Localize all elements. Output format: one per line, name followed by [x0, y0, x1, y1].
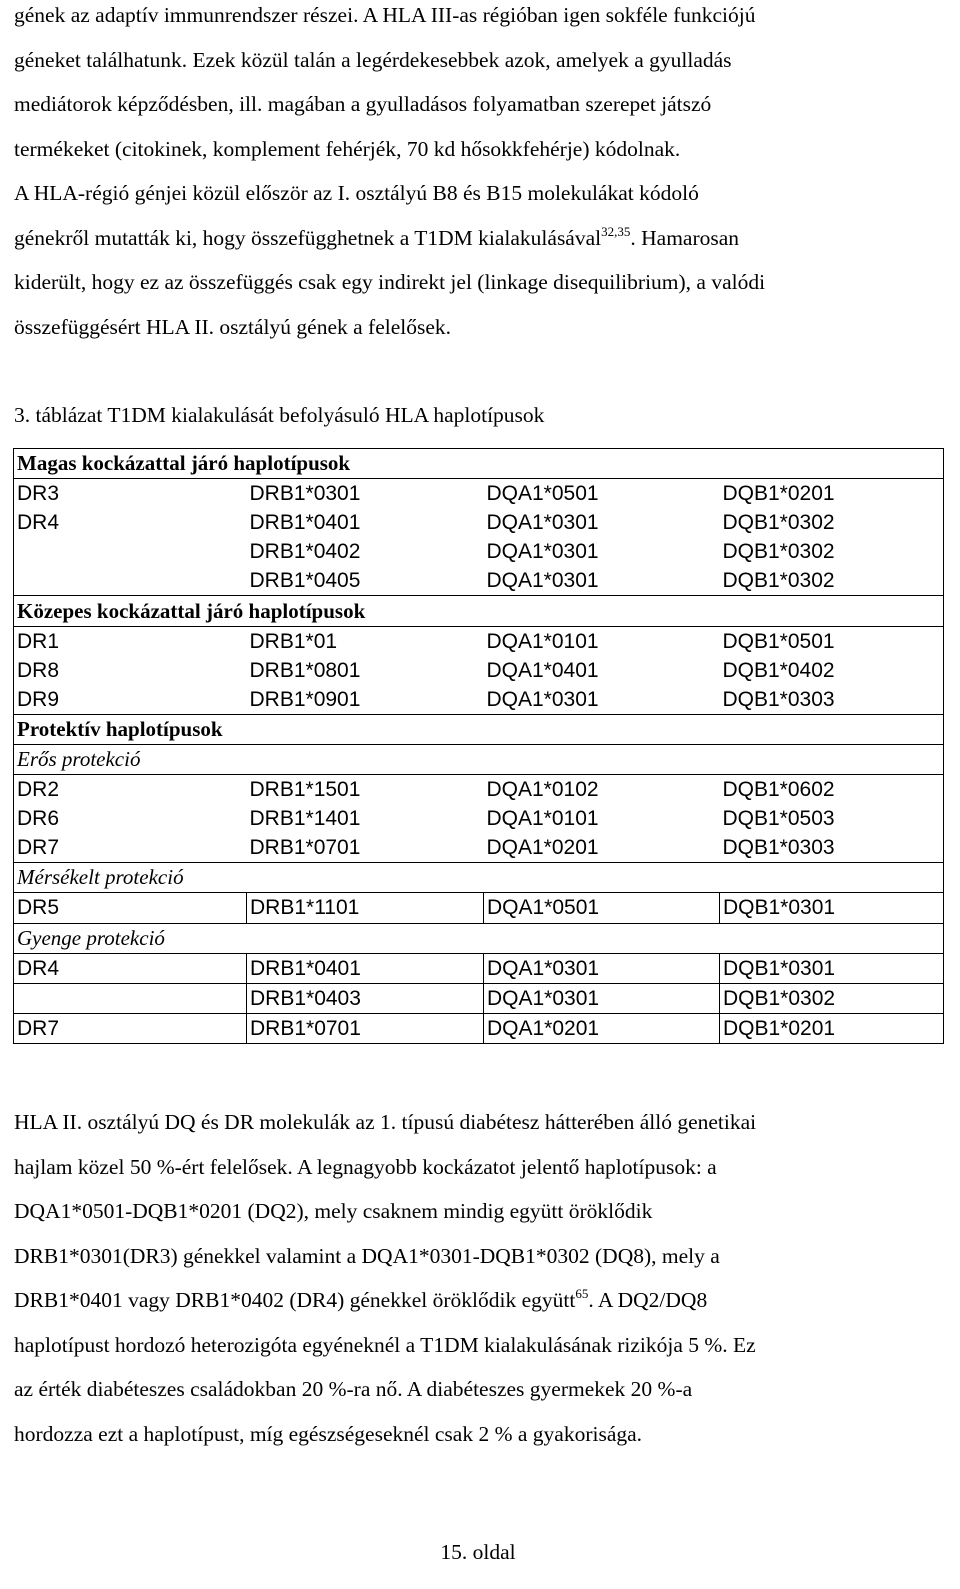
- dr-cell: DR6: [14, 804, 247, 833]
- dr-cell: DR7: [14, 833, 247, 863]
- dr-cell: [14, 566, 247, 596]
- text-line: termékeket (citokinek, komplement fehérjék, 70 kd hősokkfehérje) kódolnak.: [14, 136, 681, 161]
- dqb1-cell: DQB1*0402: [720, 656, 944, 685]
- text-line: hajlam közel 50 %-ért felelősek. A legnagyobb kockázatot jelentő haplotípusok: a: [14, 1154, 717, 1179]
- dr-cell: DR9: [14, 685, 247, 715]
- dqb1-cell: DQB1*0302: [720, 537, 944, 566]
- text-line-with-citation: [14, 1278, 942, 1323]
- dqa1-cell: DQA1*0301: [484, 685, 720, 715]
- dqa1-cell: DQA1*0301: [486, 511, 599, 535]
- dqb1-cell: DQB1*0602: [720, 775, 944, 805]
- drb1-cell: DRB1*1401: [249, 807, 361, 831]
- table-row: [14, 479, 944, 509]
- dr-cell: [14, 537, 247, 566]
- drb1-cell: DRB1*0405: [247, 566, 484, 596]
- text-line: kiderült, hogy ez az összefüggés csak egy indirekt jel (linkage disequilibrium), a valódi: [14, 270, 766, 294]
- drb1-cell: DRB1*0901: [247, 685, 484, 715]
- dqb1-cell: DQB1*0303: [720, 685, 944, 715]
- drb1-cell: DRB1*0701: [247, 833, 484, 863]
- drb1-cell: DRB1*01: [247, 626, 484, 656]
- text-span: génekről mutatták ki, hogy összefügghetnek a T1DM kialakulásával: [14, 225, 602, 250]
- table-row: [14, 775, 944, 805]
- outro-paragraph: [14, 1100, 942, 1456]
- table-row: [14, 685, 944, 715]
- dr-cell: DR3: [14, 479, 247, 509]
- table-row: [14, 804, 944, 833]
- drb1-cell: DRB1*0402: [249, 540, 361, 564]
- table-row: [14, 983, 944, 1013]
- drb1-cell: DRB1*0701: [247, 1013, 484, 1043]
- text-line: mediátorok képződésben, ill. magában a gyulladásos folyamatban szerepet játszó: [14, 92, 712, 116]
- text-span: DRB1*0401 vagy DRB1*0402 (DR4) génekkel öröklődik együtt: [14, 1288, 576, 1312]
- drb1-cell: DRB1*0301: [247, 479, 484, 509]
- table-row: [14, 626, 944, 656]
- table-body: [14, 449, 944, 1044]
- dqb1-cell: DQB1*0302: [720, 566, 944, 596]
- dqb1-cell: DQB1*0302: [720, 983, 944, 1013]
- dqa1-cell: DQA1*0102: [484, 775, 720, 805]
- dr-cell: DR2: [14, 775, 247, 805]
- table-row: [14, 953, 944, 983]
- subgroup-label: [14, 863, 944, 893]
- haplotype-table: [13, 448, 944, 1044]
- dqb1-cell: DQB1*0301: [720, 953, 944, 983]
- dqa1-cell: DQA1*0301: [484, 983, 720, 1013]
- dqa1-cell: DQA1*0401: [486, 658, 599, 682]
- section-header-cell: Protektív haplotípusok: [14, 714, 944, 744]
- dqb1-cell: DQB1*0501: [720, 626, 944, 656]
- drb1-cell: DRB1*1501: [247, 775, 484, 805]
- table-row: [14, 893, 944, 923]
- section-header: [14, 596, 944, 626]
- dqa1-cell: DQA1*0501: [484, 479, 720, 509]
- text-span: . A DQ2/DQ8: [588, 1288, 708, 1312]
- subgroup-label: [14, 744, 944, 774]
- dqb1-cell: DQB1*0201: [720, 479, 944, 509]
- text-span: . Hamarosan: [630, 225, 740, 250]
- dqa1-cell: DQA1*0301: [484, 953, 720, 983]
- section-header: [14, 714, 944, 744]
- drb1-cell: DRB1*1101: [247, 893, 484, 923]
- text-line: az érték diabéteszes családokban 20 %-ra nő. A diabéteszes gyermekek 20 %-a: [14, 1377, 693, 1401]
- dqb1-cell: DQB1*0302: [720, 508, 944, 537]
- dqa1-cell: DQA1*0301: [486, 540, 599, 564]
- dqb1-cell: DQB1*0303: [720, 833, 944, 863]
- dr-cell: DR1: [14, 626, 247, 656]
- table-row: [14, 833, 944, 863]
- dqa1-cell: DQA1*0201: [484, 1013, 720, 1043]
- drb1-cell: DRB1*0401: [249, 511, 361, 535]
- text-line: DQA1*0501-DQB1*0201 (DQ2), mely csaknem mindig együtt öröklődik: [14, 1199, 653, 1223]
- table-row: [14, 508, 944, 537]
- section-header: [14, 449, 944, 479]
- table-row: [14, 566, 944, 596]
- text-line: HLA II. osztályú DQ és DR molekulák az 1. típusú diabétesz hátterében álló genetikai: [14, 1110, 757, 1134]
- text-line: összefüggésért HLA II. osztályú gének a felelősek.: [14, 314, 452, 339]
- text-line: géneket találhatunk. Ezek közül talán a legérdekesebbek azok, amelyek a gyulladás: [14, 47, 732, 72]
- text-line: hordozza ezt a haplotípust, míg egészségeseknél csak 2 % a gyakorisága.: [14, 1421, 643, 1446]
- dr-cell: DR4: [14, 508, 247, 537]
- dr-cell: DR5: [14, 893, 247, 923]
- page-number: 15. oldal: [440, 1540, 516, 1564]
- text-line-with-citation: [14, 216, 942, 261]
- dqa1-cell: DQA1*0501: [484, 893, 720, 923]
- text-line: haplotípust hordozó heterozigóta egyéneknél a T1DM kialakulásának rizikója 5 %. Ez: [14, 1332, 756, 1357]
- subgroup-label: [14, 923, 944, 953]
- table-row: [14, 1013, 944, 1043]
- citation-superscript: 65: [575, 1286, 589, 1301]
- subgroup-label-cell: Erős protekció: [14, 744, 944, 774]
- intro-paragraph: [14, 0, 942, 349]
- dqb1-cell: DQB1*0503: [720, 804, 944, 833]
- citation-superscript: 32,35: [601, 223, 631, 239]
- section-header-cell: Magas kockázattal járó haplotípusok: [14, 449, 944, 479]
- text-line: gének az adaptív immunrendszer részei. A HLA III-as régióban igen sokféle funkciójú: [14, 3, 756, 27]
- text-line: DRB1*0301(DR3) génekkel valamint a DQA1*0301-DQB1*0302 (DQ8), mely a: [14, 1243, 720, 1268]
- drb1-cell: DRB1*0801: [249, 658, 361, 682]
- dr-cell: DR7: [14, 1013, 247, 1043]
- section-header-cell: Közepes kockázattal járó haplotípusok: [14, 596, 944, 626]
- subgroup-label-cell: Mérsékelt protekció: [14, 863, 944, 893]
- dr-cell: DR4: [14, 953, 247, 983]
- table-row: [14, 656, 944, 685]
- dqa1-cell: DQA1*0101: [484, 626, 720, 656]
- table-row: [14, 537, 944, 566]
- dqb1-cell: DQB1*0301: [720, 893, 944, 923]
- table-caption: 3. táblázat T1DM kialakulását befolyásuló HLA haplotípusok: [14, 403, 545, 427]
- dqb1-cell: DQB1*0201: [720, 1013, 944, 1043]
- dqa1-cell: DQA1*0101: [486, 807, 599, 831]
- dr-cell: DR8: [14, 656, 247, 685]
- drb1-cell: DRB1*0403: [247, 983, 484, 1013]
- subgroup-label-cell: Gyenge protekció: [14, 923, 944, 953]
- text-line: A HLA-régió génjei közül először az I. osztályú B8 és B15 molekulákat kódoló: [14, 181, 699, 205]
- drb1-cell: DRB1*0401: [247, 953, 484, 983]
- dqa1-cell: DQA1*0301: [484, 566, 720, 596]
- dqa1-cell: DQA1*0201: [484, 833, 720, 863]
- dr-cell: [14, 983, 247, 1013]
